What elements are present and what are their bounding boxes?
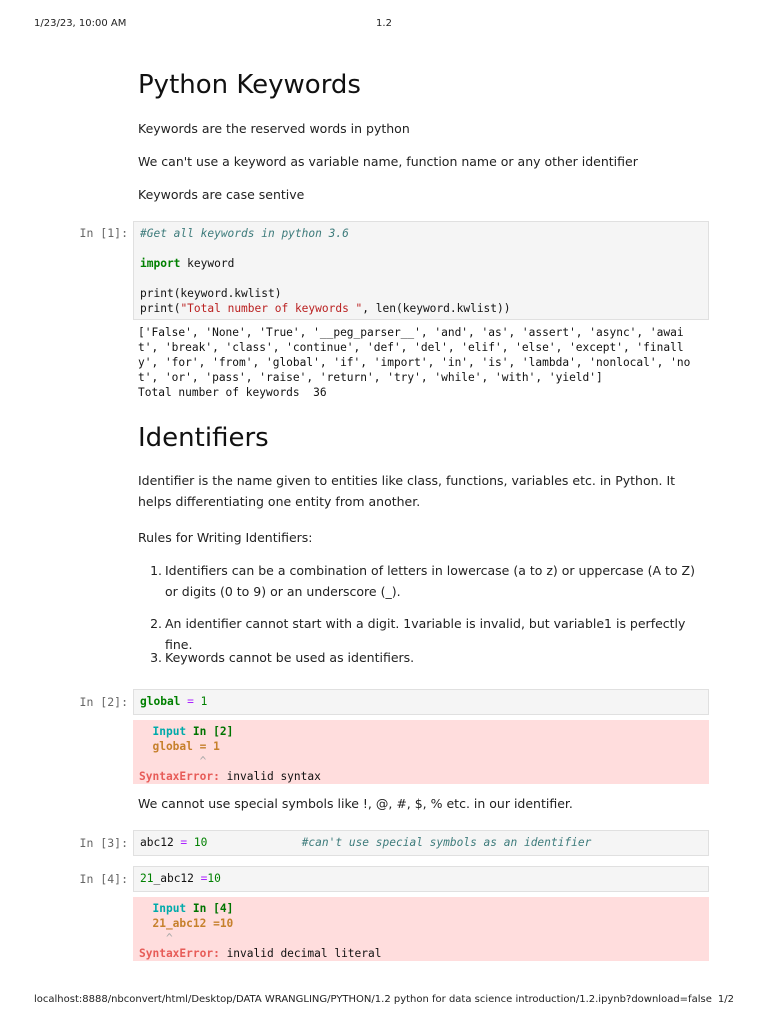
paragraph: Keywords are the reserved words in python [138,121,410,136]
code-number: 1 [200,695,208,708]
code-keyword: import [140,257,181,270]
error-output [133,897,709,961]
list-text: An identifier cannot start with a digit. 1variable is invalid, but variable1 is perfectly fine. [165,616,686,652]
code-keyword: global [140,695,181,708]
code-operator: = [180,695,201,708]
paragraph: Keywords are case sentive [138,187,305,202]
paragraph: We cannot use special symbols like !, @, #, $, % etc. in our identifier. [138,796,573,811]
cell-prompt: In [3]: [79,836,128,850]
code-number: 10 [193,836,208,849]
heading-python-keywords: Python Keywords [138,70,361,100]
code-text: _abc12 [153,872,201,885]
code-string: "Total number of keywords " [180,302,363,315]
list-text: Identifiers can be a combination of letters in lowercase (a to z) or uppercase (A to Z) or digits (0 to 9) or an underscore (_). [165,563,695,599]
code-operator: = [173,836,194,849]
code-text: (keyword.kwlist)) [396,302,511,315]
page-number: 1/2 [717,994,734,1005]
error-message: invalid decimal literal [219,947,382,960]
list-text: Keywords cannot be used as identifiers. [165,650,415,665]
error-in-label: In [2] [186,725,234,738]
error-caret: ^ [139,932,173,945]
code-text: keyword [180,257,235,270]
code-comment: #can't use special symbols as an identifier [301,836,592,849]
error-name: SyntaxError: [139,770,220,783]
paragraph: Rules for Writing Identifiers: [138,530,313,545]
code-cell-1[interactable] [133,221,709,320]
cell-output: ['False', 'None', 'True', '__peg_parser__', 'and', 'as', 'assert', 'async', 'awai t', 'break', 'class', 'continue', 'def', 'del', 'elif', 'else', 'except', 'finall y', 'for', 'from', 'global', 'if', 'import', 'in', 'is', 'lambda', 'nonlocal', 'no t', 'or', 'pass', 'raise', 'return', 'try', 'while', 'with', 'yield'] Total number of keywords 36 [138,326,691,399]
cell-prompt: In [4]: [79,872,128,886]
code-cell-2[interactable] [133,689,709,715]
code-text: print [140,302,174,315]
code-comment: #Get all keywords in python 3.6 [140,227,349,240]
code-text: (keyword.kwlist) [173,287,282,300]
list-number: 3. [150,650,162,665]
code-cell-3[interactable] [133,830,709,856]
code-text: print [140,287,174,300]
code-text: ( [173,302,181,315]
list-number: 2. [150,616,162,631]
print-datetime: 1/23/23, 10:00 AM [34,18,127,29]
heading-identifiers: Identifiers [138,423,269,453]
error-input-label: Input [152,902,187,915]
print-url: localhost:8888/nbconvert/html/Desktop/DATA WRANGLING/PYTHON/1.2 python for data science introduction/1.2.ipynb?download=false [34,994,712,1005]
error-line: global = 1 [139,740,220,753]
code-text: len [375,302,396,315]
cell-prompt: In [1]: [79,226,128,240]
error-input-label: Input [152,725,187,738]
code-number: 21 [140,872,154,885]
cell-prompt: In [2]: [79,695,128,709]
code-text: abc12 [140,836,174,849]
error-output [133,720,709,784]
print-title: 1.2 [376,18,392,29]
error-line: 21_abc12 =10 [139,917,234,930]
code-operator: = [200,872,208,885]
code-cell-4[interactable] [133,866,709,892]
code-text: , [362,302,376,315]
paragraph: We can't use a keyword as variable name, function name or any other identifier [138,154,638,169]
error-in-label: In [4] [186,902,234,915]
code-space [207,836,301,849]
error-name: SyntaxError: [139,947,220,960]
paragraph: Identifier is the name given to entities like class, functions, variables etc. in Python. It helps differentiating one entity from another. [138,473,676,509]
code-number: 10 [207,872,221,885]
error-caret: ^ [139,755,207,768]
list-number: 1. [150,563,162,578]
error-message: invalid syntax [219,770,321,783]
